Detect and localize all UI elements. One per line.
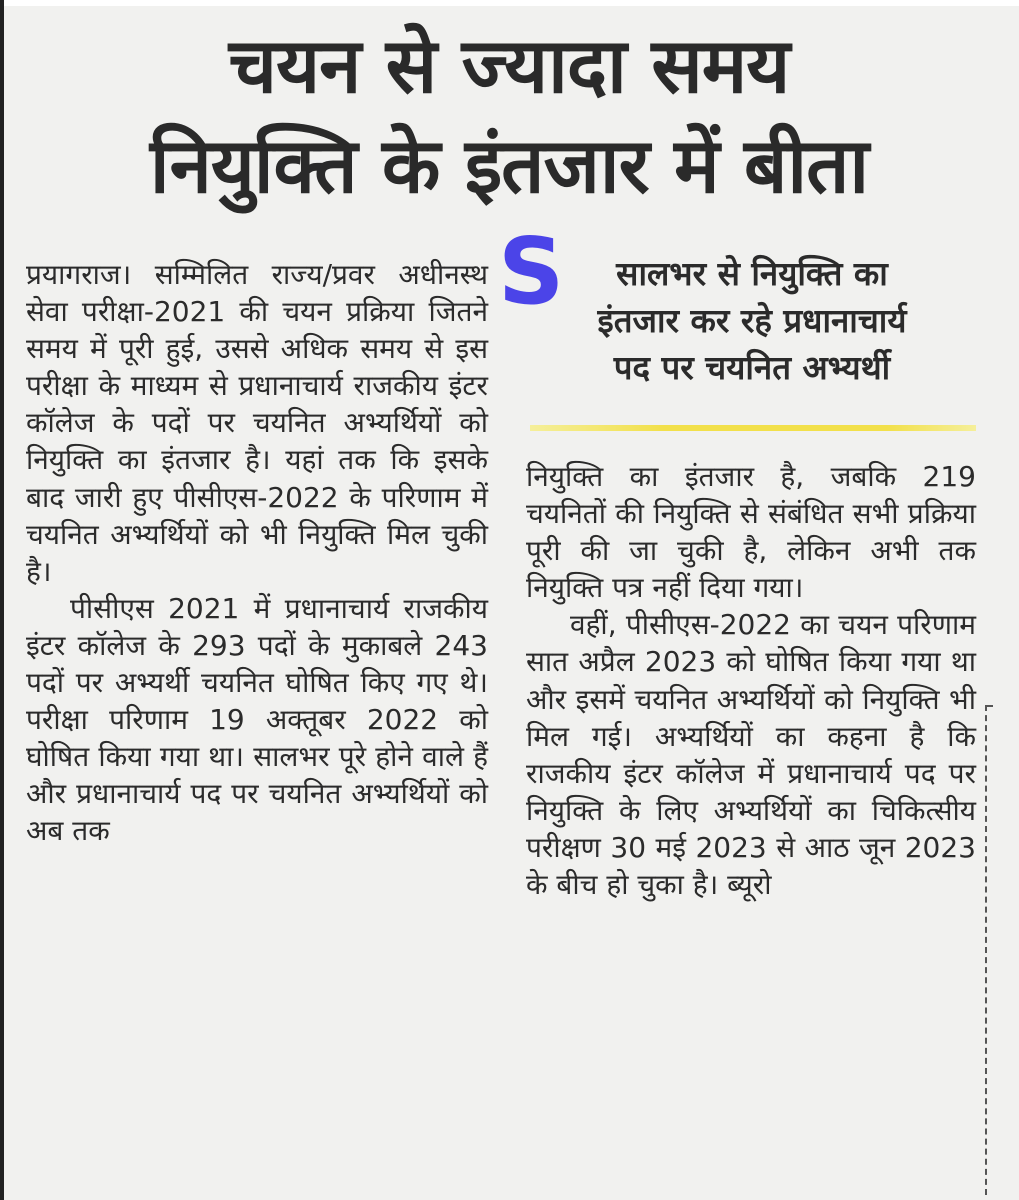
headline-line-2: नियुक्ति के इंतजार में बीता [149, 121, 869, 210]
left-column [26, 256, 488, 850]
subheading-line-3: पद पर चयनित अभ्यर्थी [613, 348, 891, 387]
left-paragraph-1: प्रयागराज। सम्मिलित राज्य/प्रवर अधीनस्थ सेवा परीक्षा-2021 की चयन प्रक्रिया जितने समय में पूरी हुई, उससे अधिक समय से इस परीक्षा के माध्यम से प्रधानाचार्य राजकीय इंटर कॉलेज के पदों पर चयनित अभ्यर्थियों को नियुक्ति का इंतजार है। यहां तक कि इसके बाद जारी हुए पीसीएस-2022 के परिणाम में चयनित अभ्यर्थियों को भी नियुक्ति मिल चुकी है। [26, 258, 488, 588]
frame-top [0, 0, 1019, 6]
subheading-line-1: सालभर से नियुक्ति का [616, 254, 888, 293]
right-paragraph-1: नियुक्ति का इंतजार है, जबकि 219 चयनितों की नियुक्ति से संबंधित सभी प्रक्रिया पूरी की जा चुकी है, लेकिन अभी तक नियुक्ति पत्र नहीं दिया गया। [526, 460, 976, 605]
yellow-divider [530, 425, 976, 431]
left-paragraph-2: पीसीएस 2021 में प्रधानाचार्य राजकीय इंटर कॉलेज के 293 पदों के मुकाबले 243 पदों पर अभ्यर्थी चयनित घोषित किए गए थे। परीक्षा परिणाम 19 अक्तूबर 2022 को घोषित किया गया था। सालभर पूरे होने वाले हैं और प्रधानाचार्य पद पर चयनित अभ्यर्थियों को अब तक [26, 591, 488, 848]
right-column [526, 458, 976, 903]
headline [14, 16, 1004, 216]
headline-line-1: चयन से ज्यादा समय [228, 21, 790, 110]
subheading [528, 250, 976, 391]
s-logo-icon: S [498, 218, 565, 325]
frame-left-border [0, 0, 4, 1200]
dashed-border-right [985, 705, 987, 1195]
right-paragraph-2: वहीं, पीसीएस-2022 का चयन परिणाम सात अप्रैल 2023 को घोषित किया गया था और इसमें चयनित अभ्यर्थियों को नियुक्ति भी मिल गई। अभ्यर्थियों का कहना है कि राजकीय इंटर कॉलेज में प्रधानाचार्य पद पर नियुक्ति के लिए अभ्यर्थियों का चिकित्सीय परीक्षण 30 मई 2023 से आठ जून 2023 के बीच हो चुका है। ब्यूरो [526, 608, 976, 902]
subheading-line-2: इंतजार कर रहे प्रधानाचार्य [597, 301, 907, 340]
